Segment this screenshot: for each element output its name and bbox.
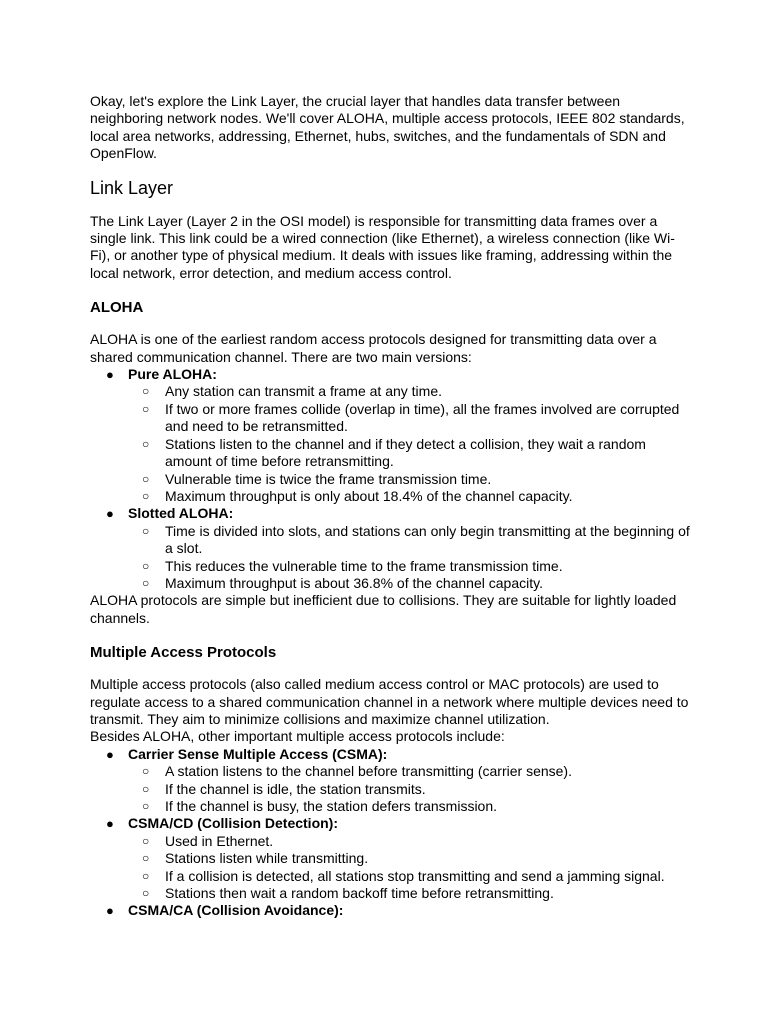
sub-list-item: ○ If a collision is detected, all stations stop transmitting and send a jamming signal. <box>142 867 665 884</box>
sub-list-item: ○ Time is divided into slots, and stations can only begin transmitting at the beginning of a slot. <box>142 522 690 557</box>
sub-list-item: ○ Stations listen while transmitting. <box>142 850 369 867</box>
bullet-icon: ● <box>106 746 114 762</box>
link-layer-paragraph: The Link Layer (Layer 2 in the OSI model) is responsible for transmitting data frames over a single link. This link could be a wired connection (like Ethernet), a wireless connection (like Wi-Fi), or another type of physical medium. It deals with issues like framing, addressing within the local network, error detection, and medium access control. <box>90 212 675 281</box>
sub-list-item: ○ This reduces the vulnerable time to the frame transmission time. <box>142 557 563 574</box>
aloha-paragraph: ALOHA is one of the earliest random access protocols designed for transmitting data over a shared communication channel. There are two main versions: <box>90 331 657 365</box>
aloha-heading: ALOHA <box>90 299 144 317</box>
document-content <box>90 93 690 920</box>
aloha-conclusion: ALOHA protocols are simple but inefficient due to collisions. They are suitable for lightly loaded channels. <box>90 592 677 626</box>
circle-bullet-icon: ○ <box>142 436 150 451</box>
bullet-icon: ● <box>106 903 114 919</box>
circle-bullet-icon: ○ <box>142 523 150 538</box>
list-item <box>90 815 690 902</box>
multiple-access-heading: Multiple Access Protocols <box>90 644 277 662</box>
list-item <box>90 505 690 592</box>
circle-bullet-icon: ○ <box>142 401 150 416</box>
circle-bullet-icon: ○ <box>142 488 150 503</box>
sub-list <box>128 833 690 903</box>
aloha-list <box>90 366 690 592</box>
circle-bullet-icon: ○ <box>142 575 150 590</box>
list-item <box>90 366 690 505</box>
sub-list-item: ○ Stations then wait a random backoff time before retransmitting. <box>142 885 554 902</box>
sub-list <box>128 763 690 815</box>
bullet-icon: ● <box>106 816 114 832</box>
list-item <box>90 746 690 816</box>
sub-list-item: ○ Maximum throughput is only about 18.4% of the channel capacity. <box>142 487 573 504</box>
circle-bullet-icon: ○ <box>142 764 150 779</box>
list-item <box>90 902 690 919</box>
list-item-title: Carrier Sense Multiple Access (CSMA): <box>128 745 388 762</box>
multiple-access-paragraph: Multiple access protocols (also called medium access control or MAC protocols) are used to regulate access to a shared communication channel in a network where multiple devices need to transmit. They aim to minimize collisions and maximize channel utilization. <box>90 676 689 727</box>
multiple-access-paragraph-2: Besides ALOHA, other important multiple access protocols include: <box>90 728 505 745</box>
circle-bullet-icon: ○ <box>142 799 150 813</box>
sub-list <box>128 383 690 505</box>
circle-bullet-icon: ○ <box>142 781 150 796</box>
sub-list-item: ○ Any station can transmit a frame at any time. <box>142 383 443 400</box>
sub-list-item: ○ Stations listen to the channel and if they detect a collision, they wait a random amount of time before retransmitting. <box>142 435 646 470</box>
list-item-title: Pure ALOHA: <box>128 366 217 383</box>
circle-bullet-icon: ○ <box>142 886 150 901</box>
multiple-access-list <box>90 746 690 920</box>
circle-bullet-icon: ○ <box>142 851 150 866</box>
sub-list <box>128 523 690 593</box>
intro-paragraph: Okay, let's explore the Link Layer, the crucial layer that handles data transfer between neighboring network nodes. We'll cover ALOHA, multiple access protocols, IEEE 802 standards, local area networks, addressing, Ethernet, hubs, switches, and the fundamentals of SDN and OpenFlow. <box>90 93 685 162</box>
sub-list-item: ○ Vulnerable time is twice the frame transmission time. <box>142 470 492 487</box>
link-layer-heading: Link Layer <box>90 177 174 198</box>
circle-bullet-icon: ○ <box>142 868 150 883</box>
sub-list-item: ○ Used in Ethernet. <box>142 832 274 849</box>
sub-list-item: ○ If the channel is busy, the station defers transmission. <box>142 798 498 814</box>
circle-bullet-icon: ○ <box>142 384 150 399</box>
bullet-icon: ● <box>106 367 114 383</box>
sub-list-item: ○ If the channel is idle, the station transmits. <box>142 780 426 797</box>
list-item-title: CSMA/CD (Collision Detection): <box>128 815 338 832</box>
circle-bullet-icon: ○ <box>142 833 150 848</box>
circle-bullet-icon: ○ <box>142 471 150 486</box>
sub-list-item: ○ A station listens to the channel before transmitting (carrier sense). <box>142 763 572 780</box>
list-item-title: CSMA/CA (Collision Avoidance): <box>128 902 344 919</box>
sub-list-item: ○ Maximum throughput is about 36.8% of the channel capacity. <box>142 574 543 591</box>
circle-bullet-icon: ○ <box>142 558 150 573</box>
bullet-icon: ● <box>106 506 114 522</box>
list-item-title: Slotted ALOHA: <box>128 505 234 522</box>
sub-list-item: ○ If two or more frames collide (overlap in time), all the frames involved are corrupted and need to be retransmitted. <box>142 400 680 435</box>
